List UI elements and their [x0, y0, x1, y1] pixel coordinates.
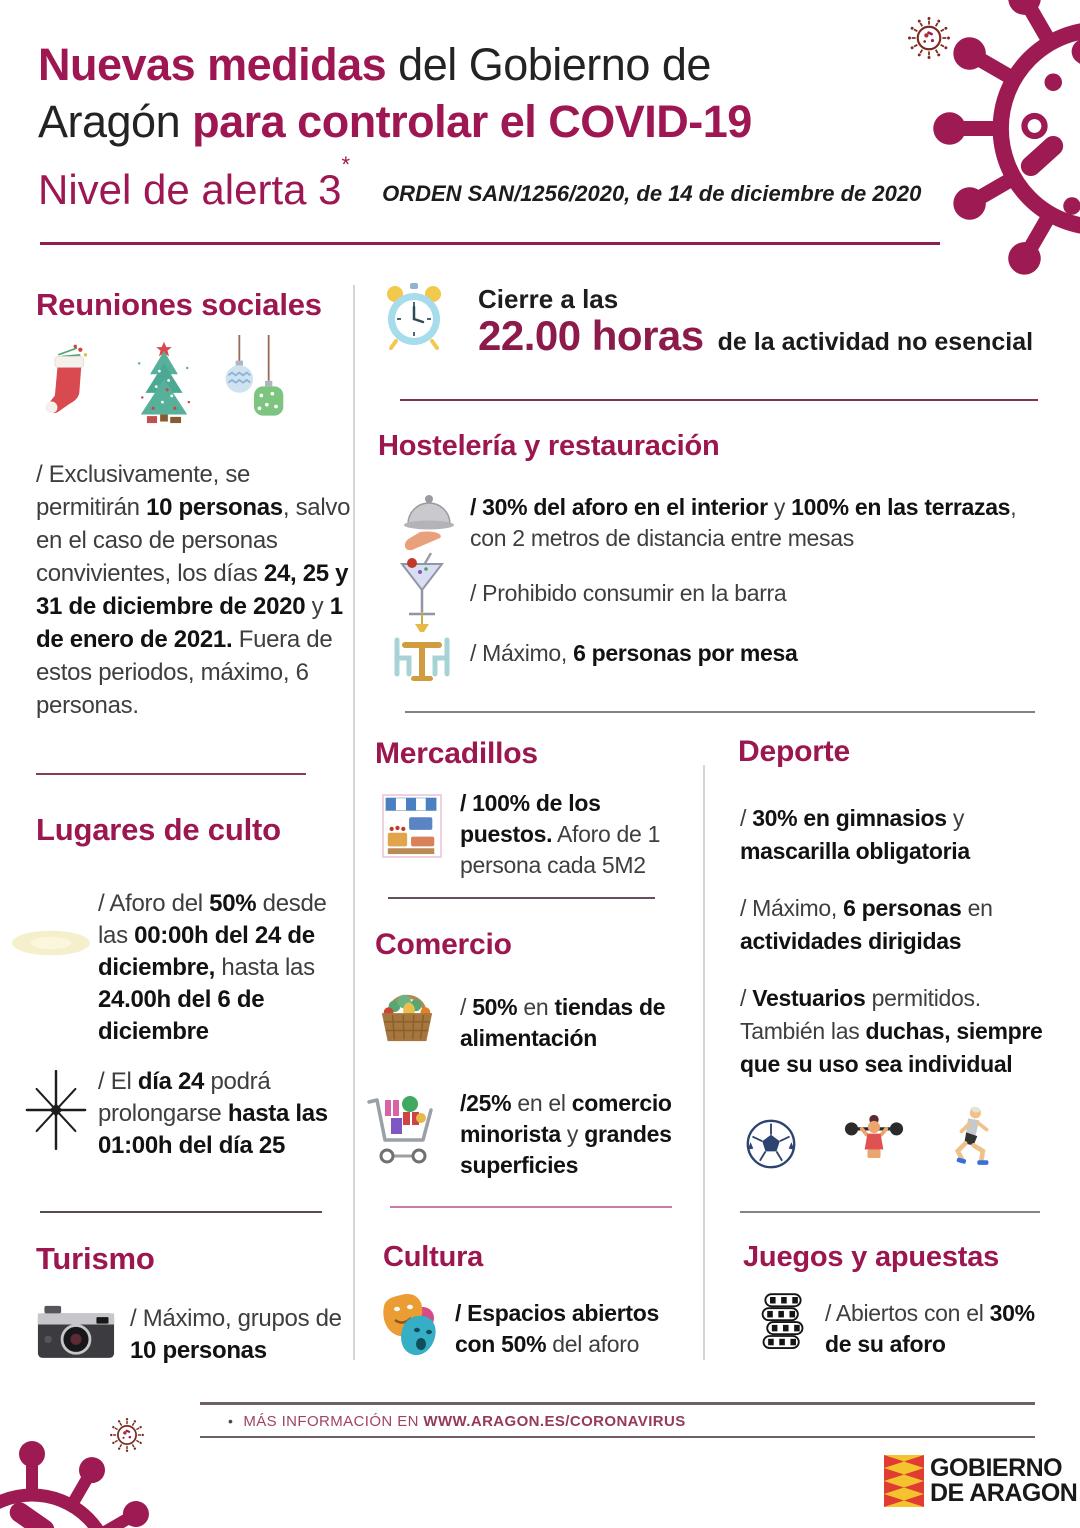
- virus-large-icon: [912, 0, 1080, 316]
- cultura-item-1: / Espacios abiertos con 50% del aforo: [455, 1300, 659, 1357]
- culto-item-2: / El día 24 podrá prolongarse hasta las 01:00h del día 25: [98, 1068, 328, 1159]
- divider: [740, 1211, 1040, 1213]
- logo-line-1: GOBIERNO: [930, 1454, 1063, 1482]
- reuniones-paragraph: / Exclusivamente, se permitirán 10 personas, salvo en el caso de personas convivientes, los días 24, 25 y 31 de diciembre de 2020 y 1 de enero de 2021. Fuera de estos periodos, máximo, 6 personas.: [36, 461, 351, 719]
- divider: [405, 711, 1035, 713]
- section-heading-reuniones: Reuniones sociales: [36, 287, 322, 322]
- market-stall-icon: [382, 794, 442, 858]
- section-heading-juegos: Juegos y apuestas: [743, 1241, 1000, 1273]
- juegos-item-1: / Abiertos con el 30% de su aforo: [825, 1300, 1035, 1357]
- footer-divider-top: [200, 1402, 1035, 1405]
- section-heading-deporte: Deporte: [738, 735, 850, 768]
- star-sparkle-icon: [22, 1058, 90, 1162]
- hosteleria-item-2: / Prohibido consumir en la barra: [470, 580, 787, 606]
- camera-icon: [37, 1302, 115, 1360]
- shopping-cart-icon: [363, 1088, 439, 1166]
- divider: [400, 399, 1038, 401]
- hosteleria-item-1: / 30% del aforo en el interior y 100% en las terrazas, con 2 metros de distancia entre mesas: [470, 494, 1017, 551]
- alert-level-row: [38, 152, 922, 214]
- footer-info-url: WWW.ARAGON.ES/CORONAVIRUS: [423, 1413, 686, 1430]
- runner-icon: [942, 1104, 994, 1170]
- divider: [40, 1211, 322, 1213]
- section-heading-turismo: Turismo: [36, 1241, 155, 1276]
- weightlifter-icon: [840, 1112, 908, 1172]
- header-divider: [40, 242, 940, 245]
- closure-suffix: de la actividad no esencial: [717, 328, 1034, 356]
- aragon-flag-icon: [884, 1455, 924, 1507]
- section-heading-culto: Lugares de culto: [36, 812, 281, 847]
- left-column-divider: [353, 285, 355, 1360]
- food-basket-icon: [377, 986, 437, 1046]
- divider: [36, 773, 306, 775]
- poker-chips-icon: [757, 1290, 809, 1356]
- divider: [390, 1206, 672, 1208]
- section-heading-comercio: Comercio: [375, 928, 512, 961]
- section-heading-mercadillos: Mercadillos: [375, 737, 538, 770]
- closure-prefix: Cierre a las: [478, 284, 619, 314]
- title-line-2: Aragón para controlar el COVID-19: [38, 96, 752, 147]
- footer-info: [228, 1413, 686, 1430]
- section-heading-cultura: Cultura: [383, 1241, 484, 1273]
- order-reference: ORDEN SAN/1256/2020, de 14 de diciembre de 2020: [382, 181, 922, 206]
- footer-divider-bottom: [200, 1436, 1035, 1438]
- section-heading-hosteleria: Hostelería y restauración: [378, 430, 720, 462]
- logo-line-2: DE ARAGON: [930, 1479, 1078, 1507]
- hosteleria-item-3: / Máximo, 6 personas por mesa: [470, 640, 798, 666]
- mercadillos-item-1: / 100% de los puestos. Aforo de 1 persona cada 5M2: [460, 790, 661, 878]
- deporte-item-1: / 30% en gimnasios y mascarilla obligatoria: [740, 805, 970, 864]
- alert-asterisk: *: [341, 152, 351, 177]
- closure-time: 22.00 horas: [478, 312, 704, 359]
- closure-time-row: [478, 312, 1033, 360]
- glow-icon: [10, 920, 92, 966]
- virus-large-icon: [0, 1424, 182, 1528]
- alarm-clock-icon: [382, 281, 446, 351]
- middle-column-divider: [703, 765, 705, 1360]
- comercio-item-2: /25% en el comercio minorista y grandes superficies: [460, 1090, 672, 1178]
- deporte-item-2: / Máximo, 6 personas en actividades dirigidas: [740, 895, 993, 954]
- footer-info-prefix: MÁS INFORMACIÓN EN: [243, 1413, 424, 1430]
- deporte-item-3: / Vestuarios permitidos. También las duchas, siempre que su uso sea individual: [740, 985, 1043, 1077]
- football-icon: [745, 1118, 797, 1170]
- comercio-item-1: / 50% en tiendas de alimentación: [460, 994, 666, 1051]
- bullet-icon: •: [228, 1413, 234, 1429]
- title-line-1: Nuevas medidas del Gobierno de: [38, 39, 711, 90]
- divider: [388, 897, 655, 899]
- turismo-item-1: / Máximo, grupos de 10 personas: [130, 1305, 342, 1364]
- christmas-stocking-icon: [43, 335, 99, 429]
- cloche-icon: [400, 490, 458, 556]
- culto-item-1: / Aforo del 50% desde las 00:00h del 24 de diciembre, hasta las 24.00h del 6 de diciembre: [98, 890, 327, 1045]
- table-chairs-icon: [390, 612, 454, 688]
- christmas-tree-icon: [133, 332, 195, 432]
- theater-masks-icon: [373, 1292, 441, 1362]
- alert-level: Nivel de alerta 3*: [38, 152, 351, 213]
- ornaments-icon: [221, 333, 287, 425]
- page-title: [38, 36, 888, 150]
- gobierno-aragon-logo: [930, 1456, 1077, 1506]
